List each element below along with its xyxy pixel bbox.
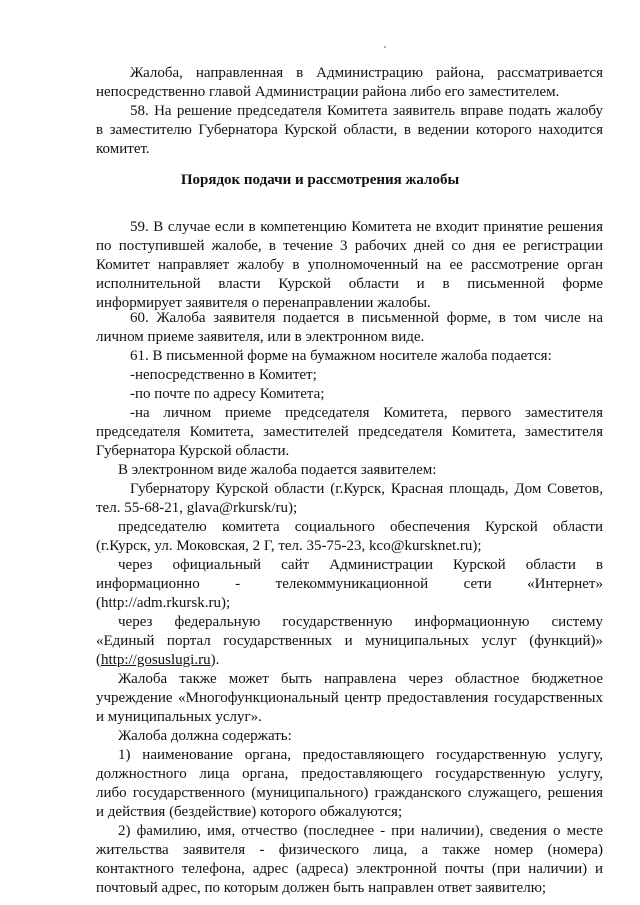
list-item: -непосредственно в Комитет; <box>130 367 317 383</box>
text-line: комитет. <box>96 141 150 157</box>
paren-open: ( <box>96 652 101 668</box>
text-line: тел. 55-68-21, glava@rkursk/ru); <box>96 500 298 516</box>
text-line: должностного лица органа, предоставляющего государственную услугу, <box>96 766 603 782</box>
text-line: жительства заявителя - физического лица, а также номер (номера) <box>96 842 603 858</box>
text-line: Жалоба также может быть направлена через областное бюджетное <box>118 671 603 687</box>
text-line: контактного телефона, адрес (адреса) электронной почты (при наличии) и <box>96 861 603 877</box>
gosuslugi-link[interactable]: http://gosuslugi.ru <box>101 652 211 668</box>
text-line: и муниципальных услуг». <box>96 709 262 725</box>
text-line: Комитет направляет жалобу в уполномоченный на ее рассмотрение орган <box>96 257 603 273</box>
text-line: через федеральную государственную информационную систему <box>118 614 603 630</box>
text-line: через официальный сайт Администрации Курской области в <box>118 557 603 573</box>
text-line: 58. На решение председателя Комитета заявитель вправе подать жалобу <box>130 103 603 119</box>
text-line: непосредственно главой Администрации района либо его заместителем. <box>96 84 560 100</box>
text-line: председателя Комитета, заместителей председателя Комитета, заместителя <box>96 424 603 440</box>
text-line: по поступившей жалобе, в течение 3 рабочих дней со дня ее регистрации <box>96 238 603 254</box>
text-line: либо государственного (муниципального) гражданского служащего, решения <box>96 785 603 801</box>
text-line: 61. В письменной форме на бумажном носителе жалоба подается: <box>130 348 552 364</box>
text-line: Губернатора Курской области. <box>96 443 290 459</box>
text-line: председателю комитета социального обеспечения Курской области <box>118 519 603 535</box>
text-line: (http://adm.rkursk.ru); <box>96 595 231 611</box>
scan-speck <box>384 46 386 48</box>
text-line: Губернатору Курской области (г.Курск, Красная площадь, Дом Советов, <box>130 481 603 497</box>
list-item: 1) наименование органа, предоставляющего государственную услугу, <box>118 747 603 763</box>
text-line: личном приеме заявителя, или в электронном виде. <box>96 329 425 345</box>
text-line: 59. В случае если в компетенцию Комитета не входит принятие решения <box>130 219 603 235</box>
text-line: Жалоба должна содержать: <box>118 728 292 744</box>
text-line: (г.Курск, ул. Моковская, 2 Г, тел. 35-75-23, kco@kursknet.ru); <box>96 538 482 554</box>
text-line: 60. Жалоба заявителя подается в письменной форме, в том числе на <box>130 310 603 326</box>
text-line <box>96 651 219 670</box>
text-line: Жалоба, направленная в Администрацию района, рассматривается <box>130 65 603 81</box>
text-line: информирует заявителя о перенаправлении жалобы. <box>96 295 431 311</box>
text-line: почтовый адрес, по которым должен быть направлен ответ заявителю; <box>96 880 547 896</box>
text-line: в заместителю Губернатора Курской области, в ведении которого находится <box>96 122 603 138</box>
text-line: «Единый портал государственных и муниципальных услуг (функций)» <box>96 633 603 649</box>
list-item: -по почте по адресу Комитета; <box>130 386 325 402</box>
text-line: и действия (бездействие) которого обжалуются; <box>96 804 403 820</box>
paren-close: ). <box>210 652 220 668</box>
section-heading: Порядок подачи и рассмотрения жалобы <box>180 172 460 188</box>
text-line: информационно - телекоммуникационной сети «Интернет» <box>96 576 603 592</box>
text-line: исполнительной власти Курской области и в письменной форме <box>96 276 603 292</box>
list-item: -на личном приеме председателя Комитета, первого заместителя <box>130 405 603 421</box>
list-item: 2) фамилию, имя, отчество (последнее - при наличии), сведения о месте <box>118 823 603 839</box>
text-line: В электронном виде жалоба подается заявителем: <box>118 462 437 478</box>
text-line: учреждение «Многофункциональный центр предоставления государственных <box>96 690 603 706</box>
